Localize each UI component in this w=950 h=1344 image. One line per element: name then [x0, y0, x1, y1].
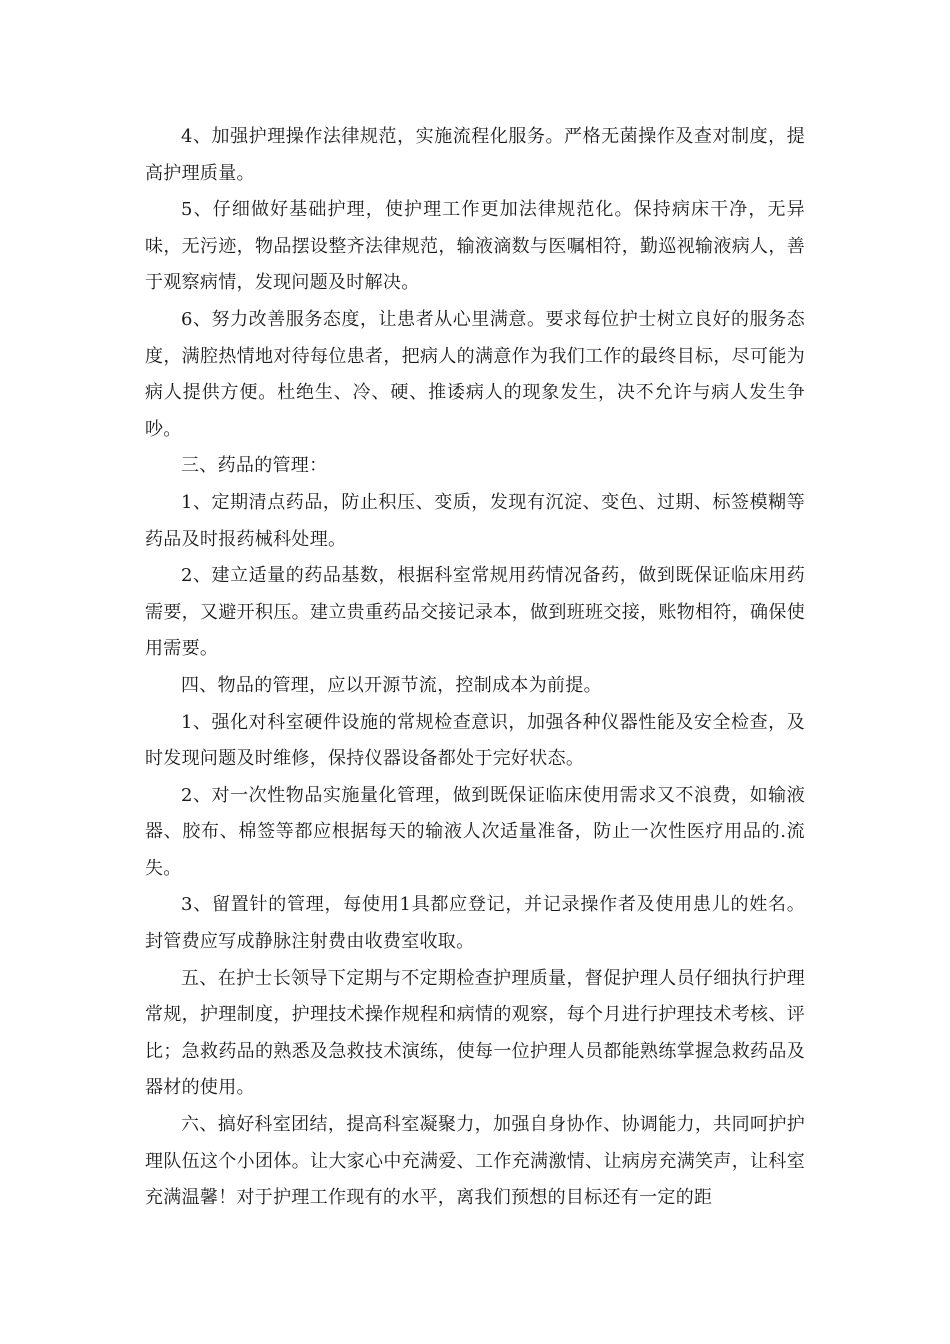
paragraph-supplies-1: 1、强化对科室硬件设施的常规检查意识，加强各种仪器性能及安全检查，及时发现问题及时维修，保持仪器设备都处于完好状态。 — [145, 711, 805, 770]
paragraph-drug-1: 1、定期清点药品，防止积压、变质，发现有沉淀、变色、过期、标签模糊等药品及时报药械科处理。 — [145, 491, 805, 550]
paragraph-supplies-3: 3、留置针的管理，每使用1具都应登记，并记录操作者及使用患儿的姓名。封管费应写成静脉注射费由收费室收取。 — [145, 894, 805, 953]
paragraph-item-4: 4、加强护理操作法律规范，实施流程化服务。严格无菌操作及查对制度，提高护理质量。 — [145, 126, 805, 184]
paragraph-item-6: 6、努力改善服务态度，让患者从心里满意。要求每位护士树立良好的服务态度，满腔热情地对待每位患者，把病人的满意作为我们工作的最终目标，尽可能为病人提供方便。杜绝生、冷、硬、推诿病人的现象发生，决不允许与病人发生争吵。 — [145, 308, 805, 440]
document-body — [145, 119, 805, 1217]
section-heading-supplies-management: 四、物品的管理，应以开源节流，控制成本为前提。 — [181, 674, 602, 696]
section-heading-drug-management: 三、药品的管理： — [181, 455, 328, 477]
paragraph-drug-2: 2、建立适量的药品基数，根据科室常规用药情况备药，做到既保证临床用药需要，又避开积压。建立贵重药品交接记录本，做到班班交接，账物相符，确保使用需要。 — [145, 565, 805, 660]
paragraph-item-5: 5、仔细做好基础护理，使护理工作更加法律规范化。保持病床干净，无异味，无污迹，物品摆设整齐法律规范，输液滴数与医嘱相符，勤巡视输液病人，善于观察病情，发现问题及时解决。 — [145, 199, 805, 294]
section-quality-inspection: 五、在护士长领导下定期与不定期检查护理质量，督促护理人员仔细执行护理常规，护理制度，护理技术操作规程和病情的观察，每个月进行护理技术考核、评比；急救药品的熟悉及急救技术演练，使每一位护理人员都能熟练掌握急救药品及器材的使用。 — [145, 967, 805, 1099]
paragraph-supplies-2: 2、对一次性物品实施量化管理，做到既保证临床使用需求又不浪费，如输液器、胶布、棉签等都应根据每天的输液人次适量准备，防止一次性医疗用品的.流失。 — [145, 784, 805, 879]
section-team-unity: 六、搞好科室团结，提高科室凝聚力，加强自身协作、协调能力，共同呵护护理队伍这个小团体。让大家心中充满爱、工作充满激情、让病房充满笑声，让科室充满温馨！对于护理工作现有的水平，离我们预想的目标还有一定的距 — [145, 1114, 805, 1209]
